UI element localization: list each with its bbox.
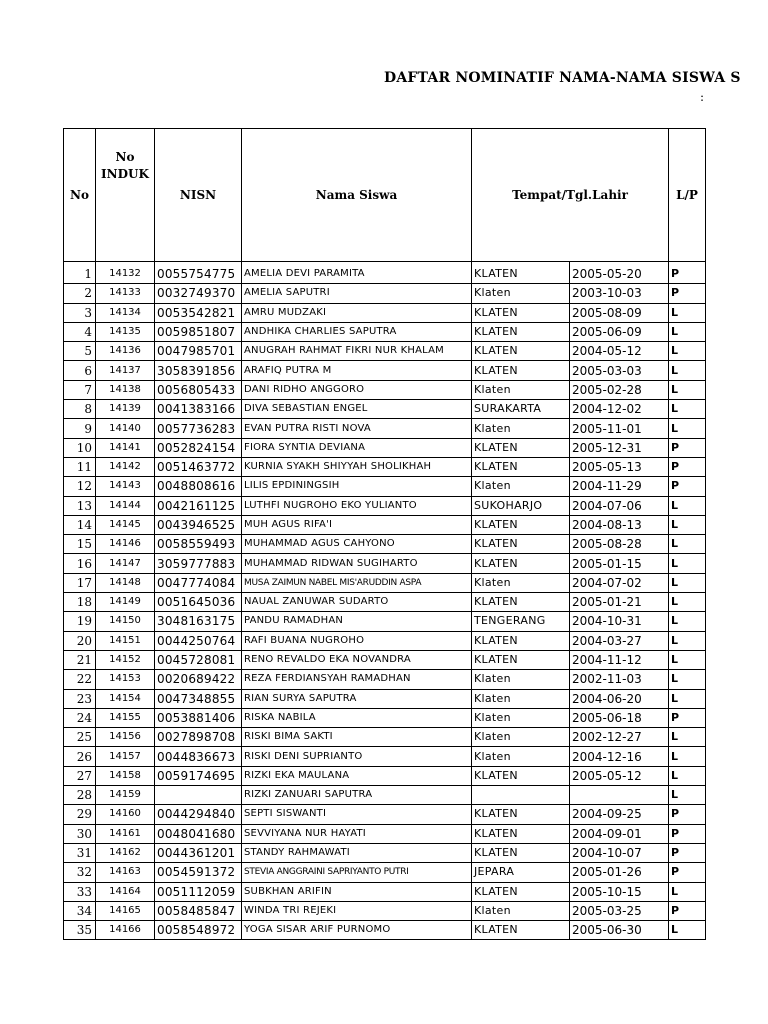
table-row [64,342,706,361]
cell-lp: L [669,303,706,322]
cell-nama-siswa: RENO REVALDO EKA NOVANDRA [242,650,472,669]
cell-tempat-lahir: KLATEN [472,535,570,554]
cell-nama-siswa: NAUAL ZANUWAR SUDARTO [242,593,472,612]
cell-no: 1 [64,265,96,284]
cell-no-induk: 14138 [96,380,155,399]
cell-tanggal-lahir: 2005-12-31 [570,438,669,457]
cell-no-induk: 14139 [96,400,155,419]
cell-lp: L [669,612,706,631]
cell-nisn: 0047985701 [155,342,242,361]
cell-tanggal-lahir: 2004-09-25 [570,805,669,824]
cell-no: 23 [64,689,96,708]
cell-no-induk: 14147 [96,554,155,573]
cell-nama-siswa: RIZKI EKA MAULANA [242,766,472,785]
cell-lp: P [669,824,706,843]
cell-no: 29 [64,805,96,824]
cell-nama-siswa: AMRU MUDZAKI [242,303,472,322]
cell-tanggal-lahir: 2004-09-01 [570,824,669,843]
cell-tanggal-lahir: 2002-11-03 [570,670,669,689]
cell-nisn: 0047348855 [155,689,242,708]
cell-nama-siswa: MUHAMMAD AGUS CAHYONO [242,535,472,554]
cell-nama-siswa: ARAFIQ PUTRA M [242,361,472,380]
cell-tanggal-lahir: 2004-10-31 [570,612,669,631]
cell-tempat-lahir: SURAKARTA [472,400,570,419]
cell-tanggal-lahir: 2004-05-12 [570,342,669,361]
cell-nisn: 0051112059 [155,882,242,901]
cell-tanggal-lahir: 2005-01-21 [570,593,669,612]
cell-tempat-lahir: KLATEN [472,593,570,612]
table-row [64,438,706,457]
table-row [64,515,706,534]
cell-nisn: 0058485847 [155,901,242,920]
cell-nama-siswa: RAFI BUANA NUGROHO [242,631,472,650]
cell-nama-siswa: RISKI BIMA SAKTI [242,728,472,747]
cell-tempat-lahir: Klaten [472,747,570,766]
cell-tanggal-lahir: 2005-03-03 [570,361,669,380]
cell-no-induk: 14137 [96,361,155,380]
cell-nisn: 0059851807 [155,322,242,341]
cell-tempat-lahir: KLATEN [472,322,570,341]
cell-no: 32 [64,863,96,882]
cell-tempat-lahir: KLATEN [472,805,570,824]
cell-tempat-lahir: KLATEN [472,882,570,901]
cell-nisn: 0044294840 [155,805,242,824]
cell-no-induk: 14142 [96,457,155,476]
table-row [64,612,706,631]
table-row [64,689,706,708]
table-row [64,303,706,322]
cell-tempat-lahir: Klaten [472,708,570,727]
table-header-row [64,129,706,262]
cell-nisn: 0054591372 [155,863,242,882]
header-no-induk-line1: No [115,150,135,164]
cell-no: 34 [64,901,96,920]
cell-no-induk: 14144 [96,496,155,515]
cell-nisn: 0043946525 [155,515,242,534]
cell-no: 12 [64,477,96,496]
cell-no-induk: 14157 [96,747,155,766]
cell-lp: P [669,457,706,476]
table-row [64,400,706,419]
cell-tempat-lahir: Klaten [472,670,570,689]
table-row [64,882,706,901]
cell-tanggal-lahir: 2005-03-25 [570,901,669,920]
cell-no: 3 [64,303,96,322]
cell-nisn: 0042161125 [155,496,242,515]
cell-nisn: 0059174695 [155,766,242,785]
cell-tempat-lahir: KLATEN [472,650,570,669]
header-nisn: NISN [155,129,242,262]
cell-tanggal-lahir: 2004-12-02 [570,400,669,419]
cell-no: 2 [64,284,96,303]
table-row [64,766,706,785]
cell-nama-siswa: STEVIA ANGGRAINI SAPRIYANTO PUTRI [242,863,472,882]
cell-nisn: 0032749370 [155,284,242,303]
cell-tanggal-lahir: 2005-06-09 [570,322,669,341]
cell-lp: L [669,361,706,380]
cell-no-induk: 14151 [96,631,155,650]
cell-nisn: 0048808616 [155,477,242,496]
cell-no: 20 [64,631,96,650]
cell-lp: P [669,805,706,824]
cell-no: 9 [64,419,96,438]
table-row [64,496,706,515]
cell-no: 18 [64,593,96,612]
cell-nama-siswa: KURNIA SYAKH SHIYYAH SHOLIKHAH [242,457,472,476]
table-row [64,457,706,476]
cell-tanggal-lahir: 2004-11-29 [570,477,669,496]
cell-lp: L [669,766,706,785]
cell-nama-siswa: YOGA SISAR ARIF PURNOMO [242,921,472,940]
cell-tempat-lahir: KLATEN [472,824,570,843]
cell-no: 22 [64,670,96,689]
cell-tempat-lahir: TENGERANG [472,612,570,631]
cell-no: 25 [64,728,96,747]
cell-no-induk: 14160 [96,805,155,824]
cell-tanggal-lahir: 2004-06-20 [570,689,669,708]
cell-no: 10 [64,438,96,457]
cell-tempat-lahir: KLATEN [472,265,570,284]
subtitle-mark: : [700,90,705,104]
cell-nama-siswa: DANI RIDHO ANGGORO [242,380,472,399]
document-title: DAFTAR NOMINATIF NAMA-NAMA SISWA S [384,70,741,86]
cell-nisn: 3059777883 [155,554,242,573]
cell-tanggal-lahir [570,786,669,805]
cell-nisn: 0044836673 [155,747,242,766]
cell-no: 14 [64,515,96,534]
cell-lp: L [669,515,706,534]
cell-nama-siswa: FIORA SYNTIA DEVIANA [242,438,472,457]
cell-no: 31 [64,843,96,862]
cell-no: 24 [64,708,96,727]
cell-no-induk: 14163 [96,863,155,882]
cell-lp: P [669,843,706,862]
cell-tanggal-lahir: 2004-08-13 [570,515,669,534]
cell-nama-siswa: LILIS EPDININGSIH [242,477,472,496]
cell-tempat-lahir: Klaten [472,728,570,747]
cell-nama-siswa: PANDU RAMADHAN [242,612,472,631]
cell-no-induk: 14149 [96,593,155,612]
cell-nama-siswa: STANDY RAHMAWATI [242,843,472,862]
table-row [64,921,706,940]
cell-tempat-lahir: SUKOHARJO [472,496,570,515]
cell-no-induk: 14146 [96,535,155,554]
cell-lp: L [669,650,706,669]
cell-no-induk: 14161 [96,824,155,843]
cell-nama-siswa: RIZKI ZANUARI SAPUTRA [242,786,472,805]
table-row [64,419,706,438]
cell-tanggal-lahir: 2005-02-28 [570,380,669,399]
cell-tanggal-lahir: 2003-10-03 [570,284,669,303]
table-row [64,728,706,747]
cell-nisn: 0044361201 [155,843,242,862]
cell-nama-siswa: ANUGRAH RAHMAT FIKRI NUR KHALAM [242,342,472,361]
header-tempat-tgl-lahir: Tempat/Tgl.Lahir [472,129,669,262]
cell-lp: L [669,689,706,708]
cell-nisn: 0058559493 [155,535,242,554]
cell-nama-siswa: AMELIA SAPUTRI [242,284,472,303]
cell-nisn: 0058548972 [155,921,242,940]
cell-tanggal-lahir: 2005-01-15 [570,554,669,573]
table-row [64,361,706,380]
cell-tempat-lahir: KLATEN [472,631,570,650]
cell-tempat-lahir: KLATEN [472,361,570,380]
cell-tanggal-lahir: 2005-05-13 [570,457,669,476]
cell-tanggal-lahir: 2005-08-09 [570,303,669,322]
cell-lp: L [669,593,706,612]
cell-lp: L [669,380,706,399]
table-row [64,554,706,573]
cell-nisn: 0020689422 [155,670,242,689]
cell-no: 5 [64,342,96,361]
cell-no: 4 [64,322,96,341]
cell-tempat-lahir: KLATEN [472,766,570,785]
cell-nisn: 0055754775 [155,265,242,284]
cell-no: 28 [64,786,96,805]
table-row [64,786,706,805]
cell-no-induk: 14143 [96,477,155,496]
cell-nisn: 3058391856 [155,361,242,380]
cell-nisn: 0053542821 [155,303,242,322]
cell-lp: L [669,747,706,766]
cell-no: 6 [64,361,96,380]
table-row [64,477,706,496]
cell-lp: L [669,728,706,747]
cell-nama-siswa: RIAN SURYA SAPUTRA [242,689,472,708]
cell-lp: L [669,670,706,689]
cell-lp: L [669,342,706,361]
cell-no-induk: 14145 [96,515,155,534]
cell-no-induk: 14135 [96,322,155,341]
cell-tempat-lahir: KLATEN [472,515,570,534]
cell-tempat-lahir: Klaten [472,573,570,592]
cell-lp: L [669,554,706,573]
cell-tanggal-lahir: 2004-07-02 [570,573,669,592]
header-no-induk [96,129,155,262]
cell-tempat-lahir: KLATEN [472,921,570,940]
cell-nama-siswa: EVAN PUTRA RISTI NOVA [242,419,472,438]
cell-no-induk: 14140 [96,419,155,438]
cell-no: 16 [64,554,96,573]
table-row [64,265,706,284]
cell-nama-siswa: MUH AGUS RIFA'I [242,515,472,534]
cell-nama-siswa: WINDA TRI REJEKI [242,901,472,920]
cell-lp: L [669,921,706,940]
table-row [64,631,706,650]
cell-no: 13 [64,496,96,515]
cell-nisn: 0044250764 [155,631,242,650]
cell-nama-siswa: RISKI DENI SUPRIANTO [242,747,472,766]
student-table [63,128,706,940]
cell-no: 15 [64,535,96,554]
cell-tempat-lahir: KLATEN [472,303,570,322]
cell-no-induk: 14141 [96,438,155,457]
table-row [64,593,706,612]
cell-tempat-lahir [472,786,570,805]
cell-nama-siswa: MUHAMMAD RIDWAN SUGIHARTO [242,554,472,573]
cell-nama-siswa: MUSA ZAIMUN NABEL MIS'ARUDDIN ASPA [242,573,472,592]
cell-no-induk: 14133 [96,284,155,303]
cell-lp: L [669,882,706,901]
cell-tanggal-lahir: 2005-05-12 [570,766,669,785]
cell-tanggal-lahir: 2002-12-27 [570,728,669,747]
cell-tempat-lahir: KLATEN [472,438,570,457]
cell-tempat-lahir: Klaten [472,419,570,438]
cell-nisn: 0047774084 [155,573,242,592]
cell-nama-siswa: ANDHIKA CHARLIES SAPUTRA [242,322,472,341]
cell-no-induk: 14150 [96,612,155,631]
header-no: No [64,129,96,262]
header-no-induk-line2: INDUK [101,167,149,181]
cell-no-induk: 14166 [96,921,155,940]
cell-tempat-lahir: Klaten [472,477,570,496]
table-row [64,708,706,727]
cell-tanggal-lahir: 2004-11-12 [570,650,669,669]
table-row [64,380,706,399]
cell-no: 8 [64,400,96,419]
cell-nisn: 0027898708 [155,728,242,747]
table-row [64,650,706,669]
table-row [64,863,706,882]
cell-tempat-lahir: Klaten [472,380,570,399]
cell-nama-siswa: SEVVIYANA NUR HAYATI [242,824,472,843]
cell-nama-siswa: RISKA NABILA [242,708,472,727]
cell-no-induk: 14134 [96,303,155,322]
table-body [64,262,706,940]
table-row [64,670,706,689]
cell-nisn: 0057736283 [155,419,242,438]
table-row [64,322,706,341]
table-row [64,747,706,766]
cell-tanggal-lahir: 2004-03-27 [570,631,669,650]
cell-lp: P [669,477,706,496]
cell-tempat-lahir: JEPARA [472,863,570,882]
cell-no-induk: 14153 [96,670,155,689]
cell-nama-siswa: DIVA SEBASTIAN ENGEL [242,400,472,419]
cell-no-induk: 14148 [96,573,155,592]
cell-tanggal-lahir: 2005-01-26 [570,863,669,882]
cell-nama-siswa: SUBKHAN ARIFIN [242,882,472,901]
cell-no-induk: 14136 [96,342,155,361]
header-lp: L/P [669,129,706,262]
cell-no-induk: 14152 [96,650,155,669]
cell-lp: L [669,400,706,419]
cell-no: 19 [64,612,96,631]
cell-tanggal-lahir: 2005-11-01 [570,419,669,438]
cell-tanggal-lahir: 2005-06-18 [570,708,669,727]
cell-no: 33 [64,882,96,901]
cell-tanggal-lahir: 2005-10-15 [570,882,669,901]
cell-tanggal-lahir: 2004-12-16 [570,747,669,766]
cell-no: 27 [64,766,96,785]
cell-nisn [155,786,242,805]
cell-no-induk: 14156 [96,728,155,747]
cell-nama-siswa: LUTHFI NUGROHO EKO YULIANTO [242,496,472,515]
cell-no: 30 [64,824,96,843]
cell-nisn: 0041383166 [155,400,242,419]
cell-tempat-lahir: KLATEN [472,843,570,862]
cell-no: 11 [64,457,96,476]
cell-no-induk: 14155 [96,708,155,727]
table-row [64,824,706,843]
cell-lp: P [669,438,706,457]
cell-tanggal-lahir: 2005-06-30 [570,921,669,940]
cell-lp: P [669,265,706,284]
cell-no-induk: 14154 [96,689,155,708]
cell-lp: P [669,901,706,920]
cell-lp: L [669,496,706,515]
cell-nisn: 0045728081 [155,650,242,669]
cell-tempat-lahir: KLATEN [472,554,570,573]
cell-no-induk: 14132 [96,265,155,284]
table-row [64,573,706,592]
cell-lp: L [669,419,706,438]
cell-no-induk: 14159 [96,786,155,805]
cell-no: 7 [64,380,96,399]
cell-nisn: 0048041680 [155,824,242,843]
cell-no: 26 [64,747,96,766]
cell-no-induk: 14162 [96,843,155,862]
table-row [64,284,706,303]
cell-no-induk: 14165 [96,901,155,920]
table-row [64,535,706,554]
cell-lp: P [669,708,706,727]
cell-lp: L [669,786,706,805]
cell-nisn: 0053881406 [155,708,242,727]
cell-tempat-lahir: Klaten [472,901,570,920]
header-nama-siswa: Nama Siswa [242,129,472,262]
table-row [64,805,706,824]
cell-tempat-lahir: Klaten [472,284,570,303]
cell-nama-siswa: AMELIA DEVI PARAMITA [242,265,472,284]
table-row [64,843,706,862]
cell-lp: L [669,573,706,592]
cell-lp: P [669,284,706,303]
cell-nama-siswa: REZA FERDIANSYAH RAMADHAN [242,670,472,689]
cell-no-induk: 14164 [96,882,155,901]
cell-no: 17 [64,573,96,592]
cell-tanggal-lahir: 2005-05-20 [570,265,669,284]
cell-nisn: 0056805433 [155,380,242,399]
cell-lp: L [669,535,706,554]
cell-lp: L [669,631,706,650]
cell-tanggal-lahir: 2004-07-06 [570,496,669,515]
cell-nama-siswa: SEPTI SISWANTI [242,805,472,824]
cell-lp: P [669,863,706,882]
cell-no: 21 [64,650,96,669]
cell-no-induk: 14158 [96,766,155,785]
cell-nisn: 0051645036 [155,593,242,612]
cell-tempat-lahir: Klaten [472,689,570,708]
cell-tanggal-lahir: 2004-10-07 [570,843,669,862]
cell-tempat-lahir: KLATEN [472,342,570,361]
cell-no: 35 [64,921,96,940]
cell-nisn: 0052824154 [155,438,242,457]
table-row [64,901,706,920]
cell-nisn: 3048163175 [155,612,242,631]
cell-tanggal-lahir: 2005-08-28 [570,535,669,554]
cell-nisn: 0051463772 [155,457,242,476]
cell-tempat-lahir: KLATEN [472,457,570,476]
cell-lp: L [669,322,706,341]
